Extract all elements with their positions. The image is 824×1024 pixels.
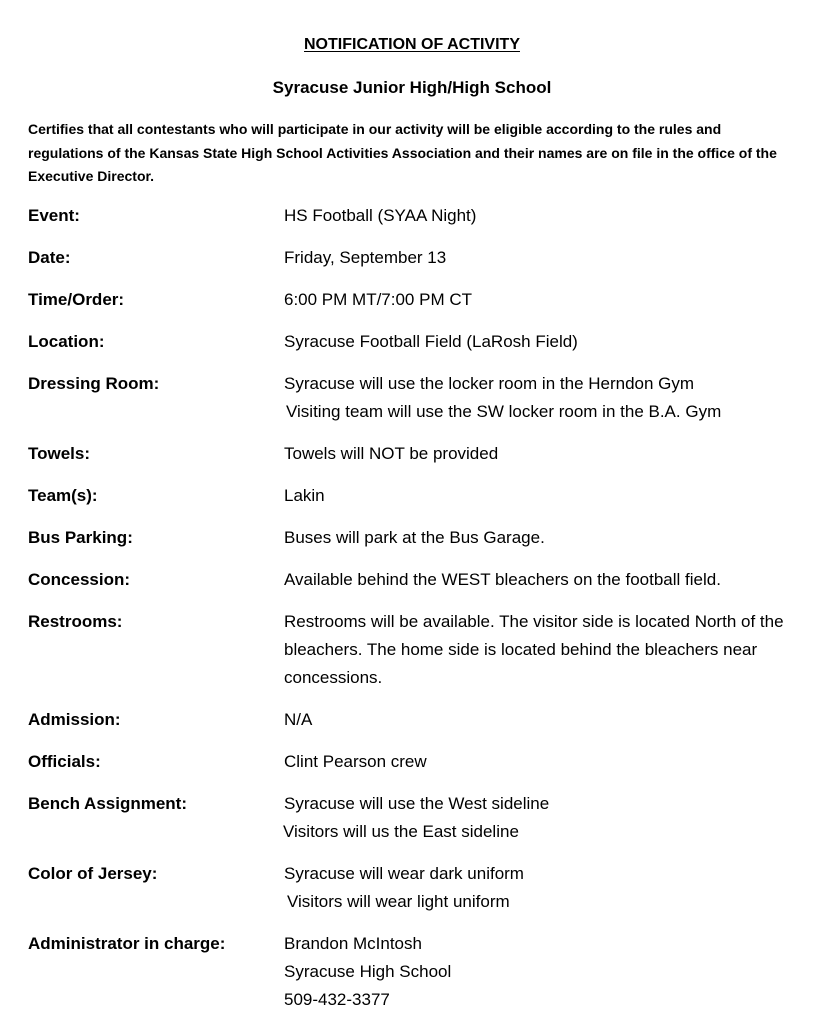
value-line: Brandon McIntosh xyxy=(284,934,422,953)
field-label: Bus Parking: xyxy=(28,528,133,547)
value-line: Visitors will us the East sideline xyxy=(283,822,519,841)
field-label: Time/Order: xyxy=(28,290,125,309)
field-label: Concession: xyxy=(28,570,131,589)
field-label: Location: xyxy=(28,332,105,351)
field-value xyxy=(284,860,804,916)
field-label: Bench Assignment: xyxy=(28,794,188,813)
value-line: Visiting team will use the SW locker room in the B.A. Gym xyxy=(286,402,722,421)
value-line: Syracuse will use the locker room in the Herndon Gym xyxy=(284,374,695,393)
field-value: Clint Pearson crew xyxy=(284,752,427,771)
school-name: Syracuse Junior High/High School xyxy=(272,78,552,97)
field-value: Friday, September 13 xyxy=(284,248,447,267)
field-value: N/A xyxy=(284,710,313,729)
field-value: Available behind the WEST bleachers on the football field. xyxy=(284,570,721,589)
field-label: Dressing Room: xyxy=(28,374,160,393)
field-label: Color of Jersey: xyxy=(28,864,158,883)
field-value: Syracuse Football Field (LaRosh Field) xyxy=(284,332,578,351)
value-line: 509-432-3377 xyxy=(284,990,390,1009)
field-label: Admission: xyxy=(28,710,121,729)
field-value xyxy=(284,370,804,426)
value-line: Syracuse will wear dark uniform xyxy=(284,864,524,883)
field-value xyxy=(284,790,804,846)
field-label: Team(s): xyxy=(28,486,98,505)
value-line: Syracuse High School xyxy=(284,962,452,981)
certification-statement: Certifies that all contestants who will participate in our activity will be eligible according to the rules and regulations of the Kansas State High School Activities Association and their names are on file in the office of the Executive Director. xyxy=(28,121,777,184)
field-label: Event: xyxy=(28,206,80,225)
document-title: NOTIFICATION OF ACTIVITY xyxy=(304,36,520,53)
field-value: Lakin xyxy=(284,486,325,505)
field-label: Towels: xyxy=(28,444,91,463)
field-value: Buses will park at the Bus Garage. xyxy=(284,528,545,547)
field-value: 6:00 PM MT/7:00 PM CT xyxy=(284,290,472,309)
value-line: Visitors will wear light uniform xyxy=(287,892,510,911)
value-line: Syracuse will use the West sideline xyxy=(284,794,550,813)
field-value xyxy=(284,930,804,1014)
field-label: Date: xyxy=(28,248,71,267)
field-label: Administrator in charge: xyxy=(28,934,226,953)
field-value: Towels will NOT be provided xyxy=(284,444,499,463)
field-value: HS Football (SYAA Night) xyxy=(284,206,477,225)
field-value: Restrooms will be available. The visitor side is located North of the bleachers. The home side is located behind the bleachers near concessions. xyxy=(284,612,784,687)
field-label: Restrooms: xyxy=(28,612,123,631)
field-label: Officials: xyxy=(28,752,101,771)
